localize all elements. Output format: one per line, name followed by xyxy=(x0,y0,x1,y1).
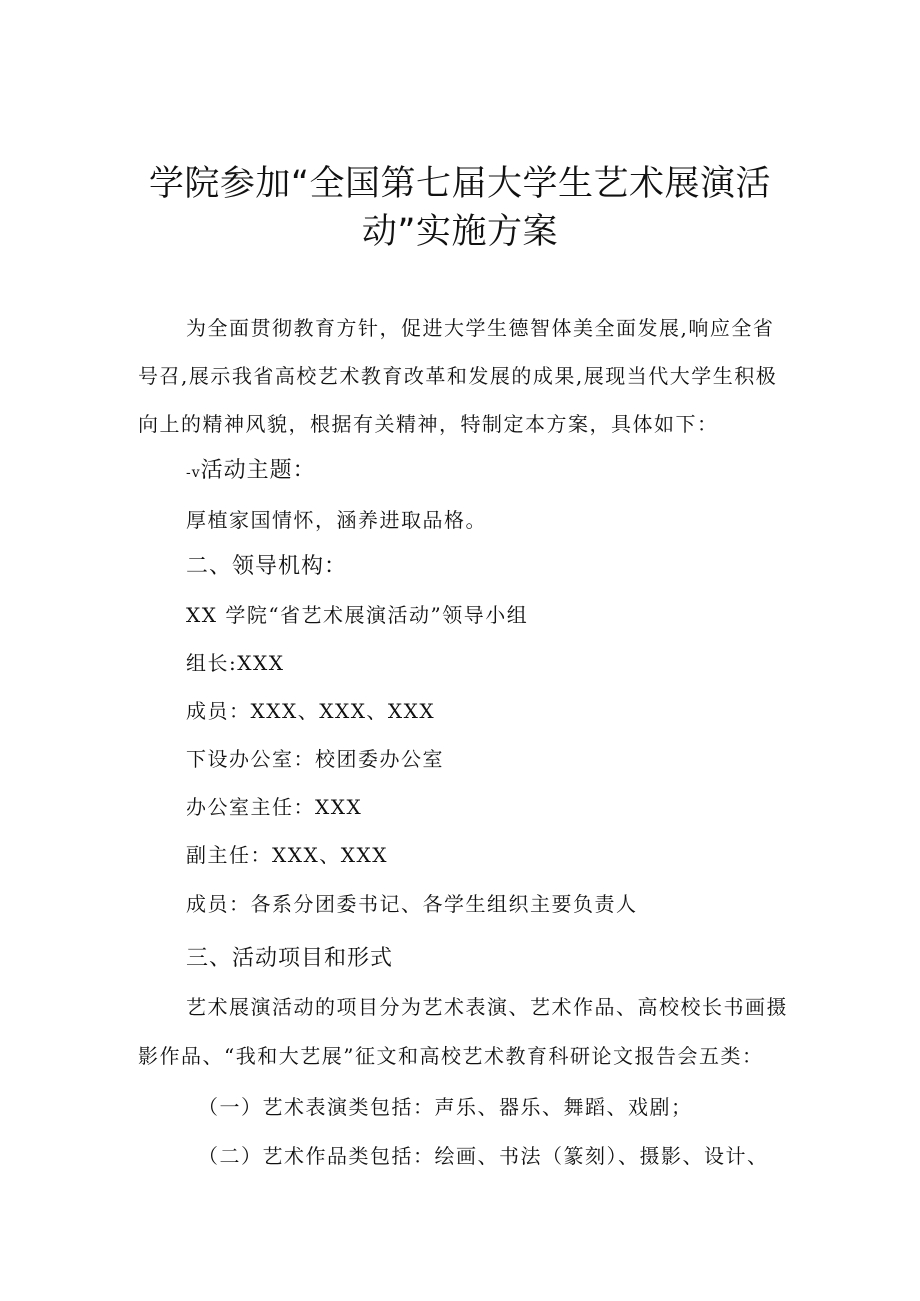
section-3-item-2: （二）艺术作品类包括：绘画、书法（篆刻）、摄影、设计、 xyxy=(198,1144,769,1168)
section-1-content: 厚植家国情怀，涵养进取品格。 xyxy=(186,508,487,532)
intro-line-3: 向上的精神风貌，根据有关精神，特制定本方案，具体如下： xyxy=(138,412,719,436)
section-1-heading-text: 活动主题： xyxy=(200,458,316,483)
intro-line-1: 为全面贯彻教育方针，促进大学生德智体美全面发展,响应全省 xyxy=(186,316,775,340)
section-2-item-7: 成员：各系分团委书记、各学生组织主要负责人 xyxy=(186,892,638,916)
section-3-item-1: （一）艺术表演类包括：声乐、器乐、舞蹈、戏剧； xyxy=(198,1095,693,1119)
section-2-item-4: 下设办公室：校团委办公室 xyxy=(186,747,444,771)
section-2-item-3: 成员：XXX、XXX、XXX xyxy=(186,699,436,723)
section-3-paragraph-line-1: 艺术展演活动的项目分为艺术表演、艺术作品、高校校长书画摄 xyxy=(186,995,788,1019)
section-1-heading xyxy=(186,457,316,487)
section-3-paragraph-line-2: 影作品、“我和大艺展”征文和高校艺术教育科研论文报告会五类： xyxy=(138,1044,764,1068)
section-2-item-5: 办公室主任：XXX xyxy=(186,795,363,819)
document-title-line-2: 动”实施方案 xyxy=(361,212,559,252)
intro-line-2: 号召,展示我省高校艺术教育改革和发展的成果,展现当代大学生积极 xyxy=(138,364,778,388)
section-1-prefix: -v xyxy=(186,465,201,481)
section-3-heading: 三、活动项目和形式 xyxy=(186,946,394,971)
section-2-item-6: 副主任：XXX、XXX xyxy=(186,843,388,867)
section-2-heading: 二、领导机构： xyxy=(186,554,348,579)
section-2-item-2: 组长:XXX xyxy=(186,651,285,675)
document-title-line-1: 学院参加“全国第七届大学生艺术展演活 xyxy=(148,164,772,204)
section-2-item-1: XX 学院“省艺术展演活动”领导小组 xyxy=(186,603,529,627)
